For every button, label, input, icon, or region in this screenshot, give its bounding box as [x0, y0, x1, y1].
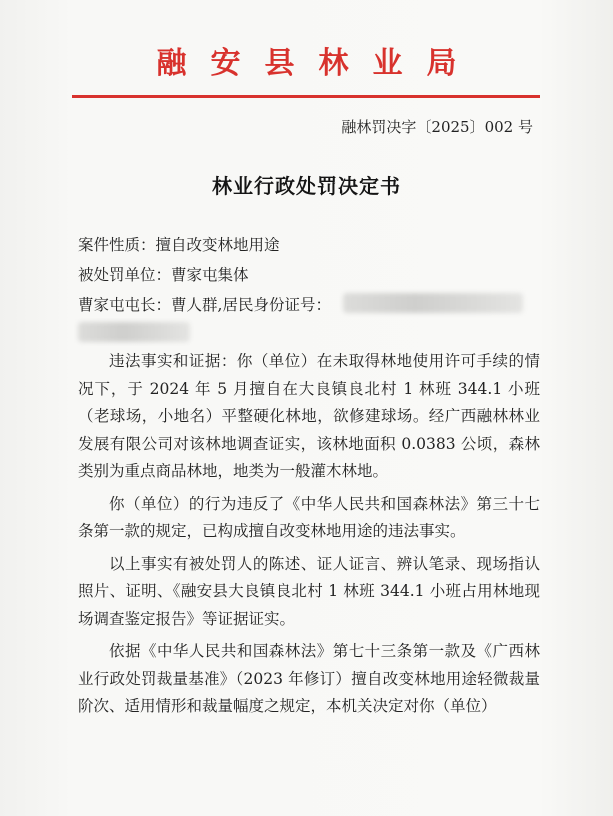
village-head-field — [78, 293, 331, 315]
decision-body — [78, 348, 540, 726]
case-nature-label: 案件性质： — [78, 236, 156, 254]
paragraph-facts: 违法事实和证据：你（单位）在未取得林地使用许可手续的情况下，于 2024 年 5 月擅自在大良镇良北村 1 林班 344.1 小班（老球场，小地名）平整硬化林地，欲修建球场。经广西融林林业发展有限公司对该林地调查证实，该林地面积 0.0383 公顷，森林类别为重点商品林地，地类为一般灌木林地。 — [78, 352, 540, 480]
redacted-id-number — [343, 293, 523, 313]
village-head-label: 曹家屯屯长： — [78, 296, 172, 314]
paragraph-violation: 你（单位）的行为违反了《中华人民共和国森林法》第三十七条第一款的规定，已构成擅自改变林地用途的违法事实。 — [78, 494, 540, 540]
agency-name: 融安县林业局 — [156, 46, 481, 81]
penalized-party-label: 被处罚单位： — [78, 266, 172, 284]
red-header-line — [72, 95, 540, 98]
paragraph-basis: 依据《中华人民共和国森林法》第七十三条第一款及《广西林业行政处罚裁量基准》（2023 年修订）擅自改变林地用途轻微裁量阶次、适用情形和裁量幅度之规定，本机关决定对你（单位） — [78, 642, 540, 715]
village-head-value: 曹人群,居民身份证号： — [171, 296, 331, 314]
paragraph-evidence: 以上事实有被处罚人的陈述、证人证言、辨认笔录、现场指认照片、证明、《融安县大良镇良北村 1 林班 344.1 小班占用林地现场调查鉴定报告》等证据证实。 — [78, 554, 540, 628]
document-number: 融林罚决字〔2025〕002 号 — [341, 118, 533, 136]
penalized-party-field — [78, 263, 249, 285]
penalized-party-value: 曹家屯集体 — [171, 266, 249, 284]
document-title: 林业行政处罚决定书 — [212, 174, 401, 198]
case-nature-field — [78, 233, 280, 255]
redacted-id-number-continued — [78, 322, 190, 342]
case-nature-value: 擅自改变林地用途 — [155, 236, 280, 254]
